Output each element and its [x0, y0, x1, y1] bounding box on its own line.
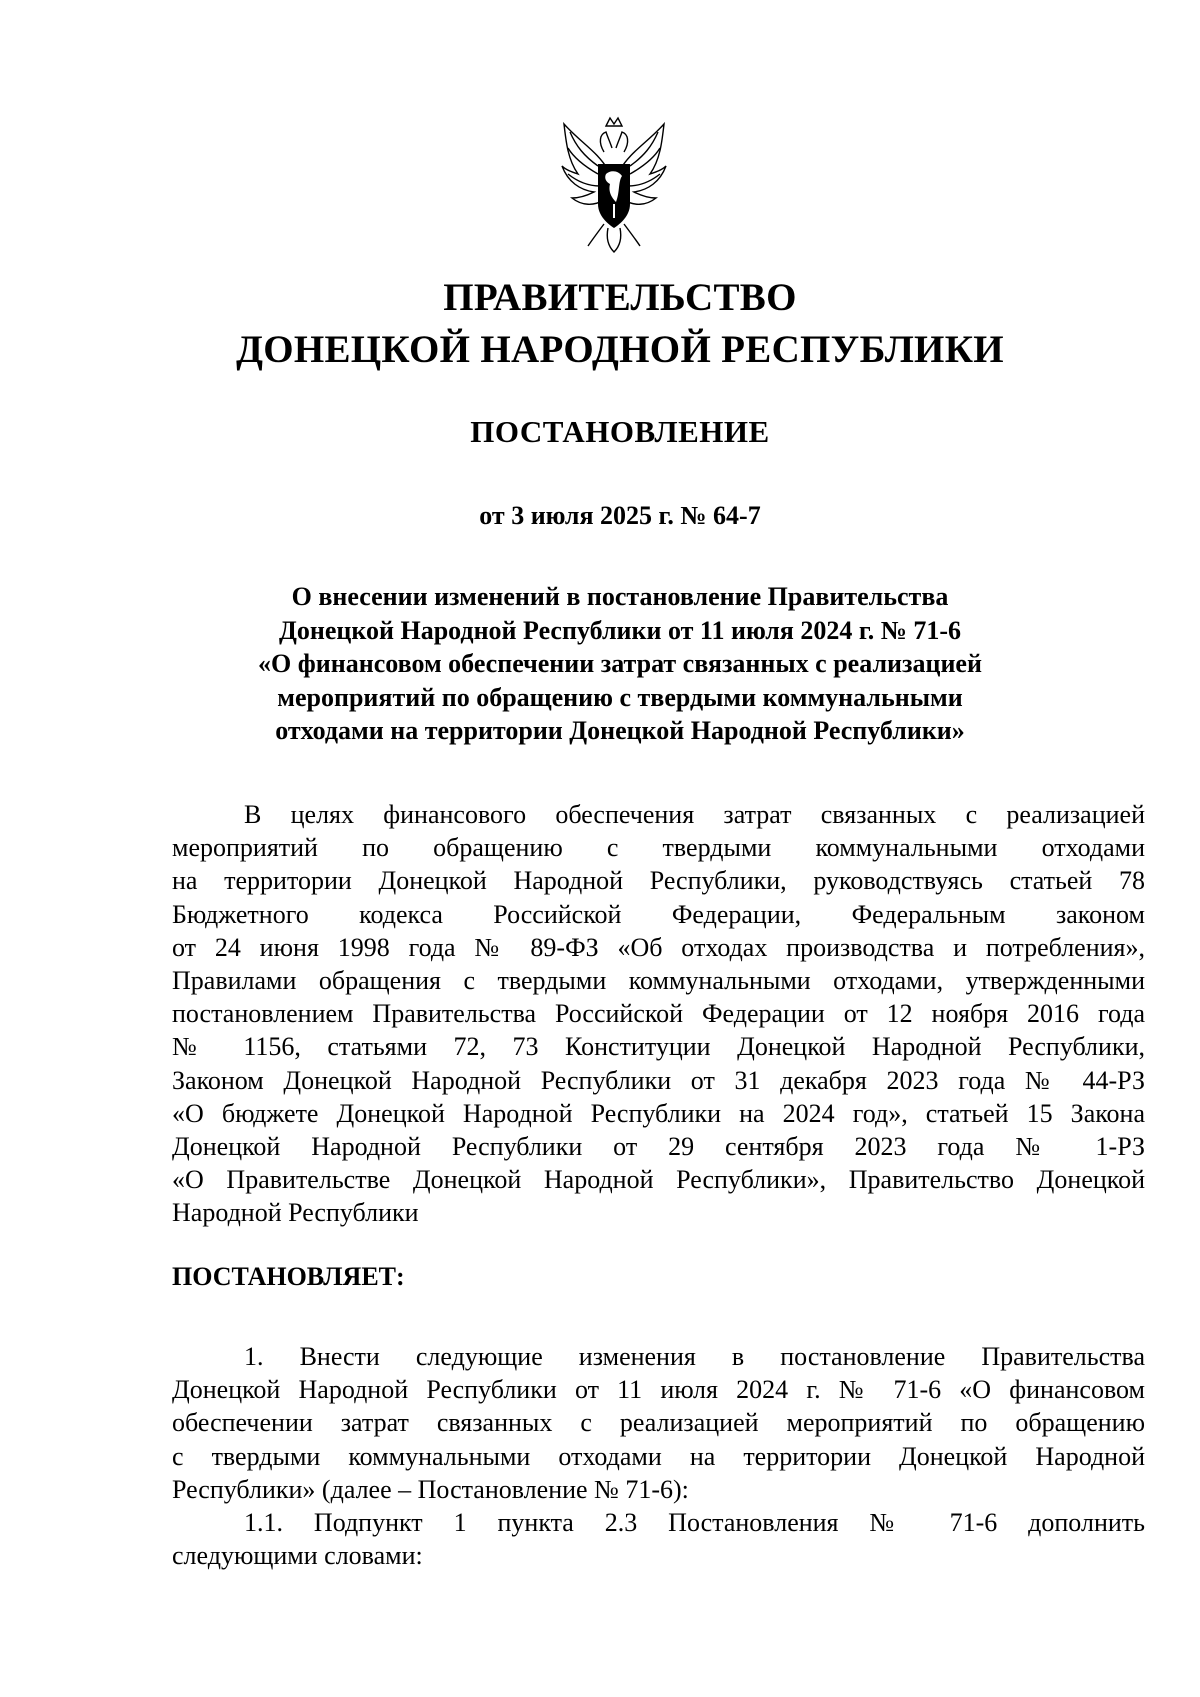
- preamble-line: Правилами обращения с твердыми коммунальными отходами, утвержденными: [172, 965, 1145, 995]
- preamble-line: на территории Донецкой Народной Республики, руководствуясь статьей 78: [172, 866, 1145, 896]
- preamble-line: постановлением Правительства Российской Федерации от 12 ноября 2016 года: [172, 999, 1145, 1029]
- preamble-line: Донецкой Народной Республики от 29 сентября 2023 года № 1-РЗ: [172, 1131, 1145, 1161]
- preamble-paragraph: [172, 798, 1145, 1229]
- preamble-line: «О бюджете Донецкой Народной Республики на 2024 год», статьей 15 Закона: [172, 1098, 1145, 1128]
- document-date-number: от 3 июля 2025 г. № 64-7: [479, 501, 761, 530]
- document-subject: [170, 580, 1070, 748]
- subject-line: О внесении изменений в постановление Правительства: [291, 582, 949, 611]
- clause-line: 1. Внести следующие изменения в постановление Правительства: [244, 1342, 1145, 1371]
- preamble-line: от 24 июня 1998 года № 89-ФЗ «Об отходах производства и потребления»,: [172, 932, 1145, 962]
- subject-line: «О финансовом обеспечении затрат связанных с реализацией: [258, 649, 982, 678]
- clauses-section: [172, 1340, 1145, 1572]
- preamble-line: «О Правительстве Донецкой Народной Республики», Правительство Донецкой: [172, 1165, 1145, 1195]
- coat-of-arms-icon: [558, 112, 670, 258]
- preamble-line: В целях финансового обеспечения затрат связанных с реализацией: [244, 800, 1145, 829]
- clause-line: Донецкой Народной Республики от 11 июля 2024 г. № 71-6 «О финансовом: [172, 1375, 1145, 1405]
- preamble-line: Народной Республики: [172, 1198, 419, 1228]
- resolves-heading: ПОСТАНОВЛЯЕТ:: [172, 1262, 405, 1291]
- clause-line: с твердыми коммунальными отходами на территории Донецкой Народной: [172, 1441, 1145, 1471]
- preamble-line: Законом Донецкой Народной Республики от 31 декабря 2023 года № 44-РЗ: [172, 1065, 1145, 1095]
- government-title-line2: ДОНЕЦКОЙ НАРОДНОЙ РЕСПУБЛИКИ: [236, 328, 1004, 371]
- government-title: [170, 272, 1070, 376]
- clause-line: Республики» (далее – Постановление № 71-6):: [172, 1474, 689, 1504]
- preamble-line: № 1156, статьями 72, 73 Конституции Донецкой Народной Республики,: [172, 1032, 1145, 1062]
- clause-line: обеспечении затрат связанных с реализацией мероприятий по обращению: [172, 1408, 1145, 1438]
- clause-line: 1.1. Подпункт 1 пункта 2.3 Постановления № 71-6 дополнить: [244, 1507, 1145, 1537]
- subject-line: мероприятий по обращению с твердыми коммунальными: [277, 682, 963, 712]
- clause-line: следующими словами:: [172, 1541, 423, 1571]
- document-type: ПОСТАНОВЛЕНИЕ: [470, 414, 770, 449]
- subject-line: Донецкой Народной Республики от 11 июля 2024 г. № 71-6: [278, 615, 962, 645]
- preamble-line: Бюджетного кодекса Российской Федерации, Федеральным законом: [172, 899, 1145, 929]
- subject-line: отходами на территории Донецкой Народной Республики»: [275, 716, 965, 745]
- preamble-line: мероприятий по обращению с твердыми коммунальными отходами: [172, 833, 1145, 863]
- government-title-line1: ПРАВИТЕЛЬСТВО: [443, 276, 797, 319]
